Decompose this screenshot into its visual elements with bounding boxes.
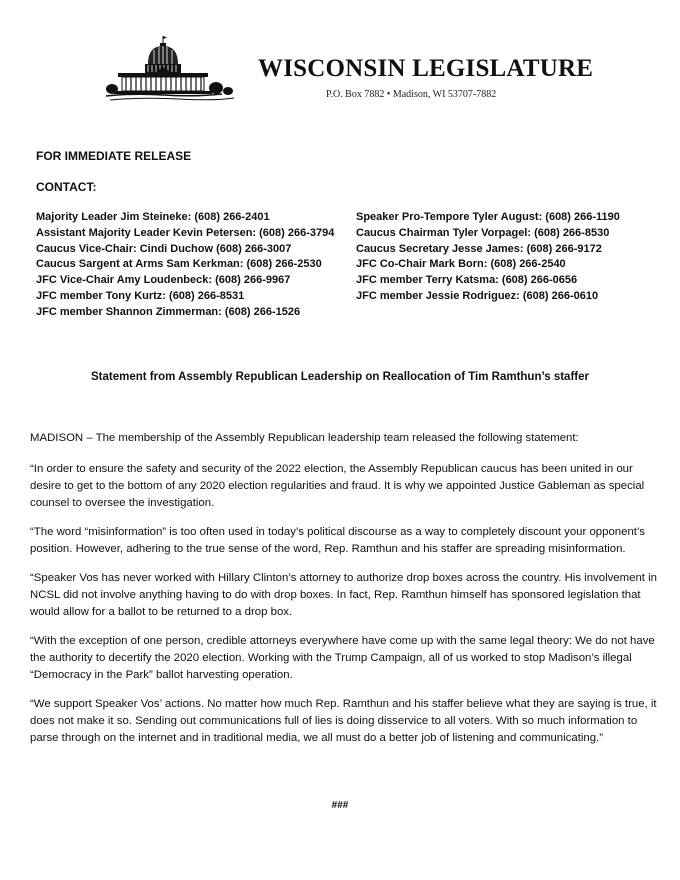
body-paragraph: “With the exception of one person, credible attorneys everywhere have come up with the same legal theory: We do not have the authority to decertify the 2020 election. Working with the Trump Campaign, all of us worked to stop Madison’s illegal “Democracy in the Park” ballot harvesting operation.: [30, 635, 655, 681]
contact-label: CONTACT:: [36, 180, 97, 194]
contact-entry: JFC member Jessie Rodriguez: (608) 266-0610: [356, 289, 599, 302]
contact-entry: JFC Co-Chair Mark Born: (608) 266-2540: [356, 258, 566, 271]
release-label: FOR IMMEDIATE RELEASE: [36, 149, 192, 163]
contact-entry: Speaker Pro-Tempore Tyler August: (608) 266-1190: [356, 211, 620, 223]
capitol-building-icon: [104, 34, 246, 104]
organization-address: P.O. Box 7882 • Madison, WI 53707-7882: [326, 89, 497, 100]
contact-entry: Caucus Sargent at Arms Sam Kerkman: (608) 266-2530: [36, 258, 322, 271]
contact-entry: Assistant Majority Leader Kevin Petersen: (608) 266-3794: [36, 226, 335, 239]
contact-entry: JFC member Terry Katsma: (608) 266-0656: [356, 274, 578, 287]
contacts-right-column: [356, 210, 620, 305]
body-paragraph: “We support Speaker Vos’ actions. No matter how much Rep. Ramthun and his staffer believe what they are saying is true, it does not make it so. Sending out communications full of lies is doing disservice to all voters. With so much information to parse through on the internet and in traditional media, we all must do a better job of listening and communicating.”: [30, 698, 657, 744]
body-paragraph: MADISON – The membership of the Assembly Republican leadership team released the following statement:: [30, 432, 579, 444]
statement-headline: Statement from Assembly Republican Leadership on Reallocation of Tim Ramthun’s staffer: [90, 371, 589, 383]
statement-body: [30, 430, 660, 759]
organization-name: WISCONSIN LEGISLATURE: [258, 55, 594, 82]
body-paragraph: “In order to ensure the safety and security of the 2022 election, the Assembly Republican caucus has been united in our desire to get to the bottom of any 2020 election regularities and fraud. It is why we appointed Justice Gableman as special counsel to oversee the investigation.: [30, 463, 645, 509]
contact-entry: Majority Leader Jim Steineke: (608) 266-2401: [36, 211, 270, 223]
body-paragraph: “Speaker Vos has never worked with Hillary Clinton’s attorney to authorize drop boxes across the country. His involvement in NCSL did not involve anything having to do with drop boxes. In fact, Rep. Ramthun himself has sponsored legislation that would allow for a ballot to be returned to a drop box.: [30, 572, 657, 618]
end-mark: ###: [331, 800, 349, 811]
contact-entry: Caucus Chairman Tyler Vorpagel: (608) 266-8530: [356, 226, 610, 239]
contact-entry: Caucus Secretary Jesse James: (608) 266-9172: [356, 242, 602, 255]
contact-entry: JFC member Tony Kurtz: (608) 266-8531: [36, 289, 245, 302]
contact-entry: Caucus Vice-Chair: Cindi Duchow (608) 266-3007: [36, 242, 292, 255]
body-paragraph: “The word “misinformation” is too often used in today’s political discourse as a way to completely discount your opponent’s position. However, adhering to the true sense of the word, Rep. Ramthun and his staffer are spreading misinformation.: [30, 526, 645, 555]
contact-entry: JFC Vice-Chair Amy Loudenbeck: (608) 266-9967: [36, 274, 291, 287]
contact-entry: JFC member Shannon Zimmerman: (608) 266-1526: [36, 305, 301, 318]
contacts-left-column: [36, 210, 334, 321]
